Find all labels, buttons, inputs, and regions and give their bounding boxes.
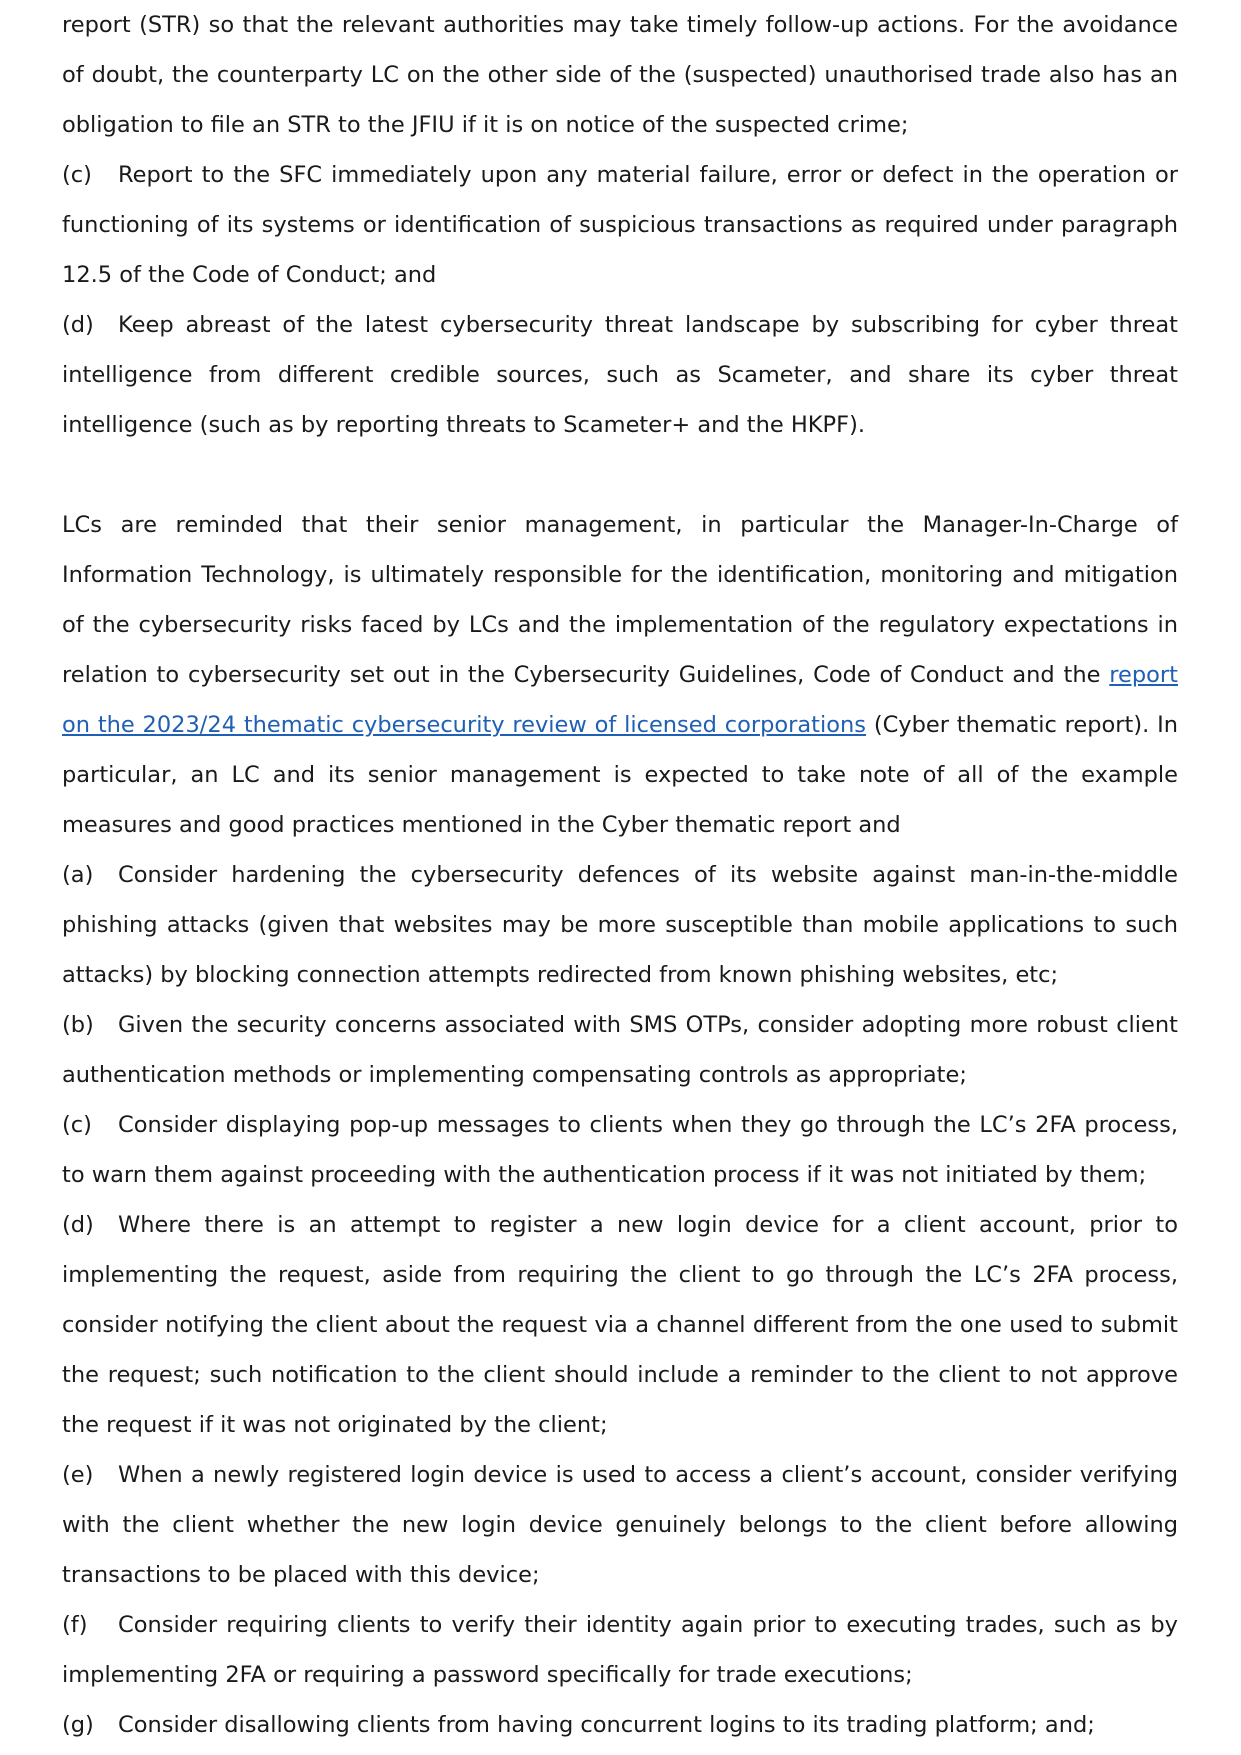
list-item (62, 1200, 1178, 1450)
item-text: Consider hardening the cybersecurity defences of its website against man-in-the-middle phishing attacks (given that websites may be more susceptible than mobile applications to such attacks) by blocking connection attempts redirected from known phishing websites, etc; (62, 862, 1178, 988)
reminder-paragraph (62, 500, 1178, 850)
item-text: Consider requiring clients to verify their identity again prior to executing trades, such as by implementing 2FA or requiring a password specifically for trade executions; (62, 1612, 1178, 1688)
item-text: Where there is an attempt to register a new login device for a client account, prior to implementing the request, aside from requiring the client to go through the LC’s 2FA process, consider notifying the client about the request via a channel different from the one used to submit the request; such notification to the client should include a reminder to the client to not approve the request if it was not originated by the client; (62, 1212, 1178, 1438)
list-item (62, 1100, 1178, 1200)
item-marker: (g) (62, 1712, 94, 1738)
item-marker: (d) (62, 312, 94, 338)
item-text: Consider displaying pop-up messages to clients when they go through the LC’s 2FA process, to warn them against proceeding with the authentication process if it was not initiated by them; (62, 1112, 1178, 1188)
thematic-report-link[interactable]: report on the 2023/24 thematic cybersecurity review of licensed corporations (62, 662, 1178, 738)
item-text: When a newly registered login device is used to access a client’s account, consider verifying with the client whether the new login device genuinely belongs to the client before allowing transactions to be placed with this device; (62, 1462, 1178, 1588)
item-text: Report to the SFC immediately upon any material failure, error or defect in the operation or functioning of its systems or identification of suspicious transactions as required under paragraph 12.5 of the Code of Conduct; and (62, 162, 1178, 288)
item-marker: (c) (62, 162, 92, 188)
item-text: Keep abreast of the latest cybersecurity threat landscape by subscribing for cyber threat intelligence from different credible sources, such as Scameter, and share its cyber threat intelligence (such as by reporting threats to Scameter+ and the HKPF). (62, 312, 1178, 438)
list-item (62, 1600, 1178, 1700)
item-marker: (b) (62, 1012, 94, 1038)
item-marker: (a) (62, 862, 94, 888)
item-marker: (d) (62, 1212, 94, 1238)
document-page (62, 0, 1178, 1750)
list-item (62, 850, 1178, 1000)
item-marker: (e) (62, 1462, 94, 1488)
list-item (62, 1700, 1178, 1750)
list-item (62, 150, 1178, 300)
list-item (62, 1000, 1178, 1100)
list-item (62, 1450, 1178, 1600)
reminder-text-before: LCs are reminded that their senior management, in particular the Manager-In-Charge of Information Technology, is ultimately responsible for the identification, monitoring and mitigation of the cybersecurity risks faced by LCs and the implementation of the regulatory expectations in relation to cybersecurity set out in the Cybersecurity Guidelines, Code of Conduct and the (62, 512, 1178, 688)
list-item (62, 300, 1178, 450)
item-text: Given the security concerns associated with SMS OTPs, consider adopting more robust client authentication methods or implementing compensating controls as appropriate; (62, 1012, 1178, 1088)
item-marker: (c) (62, 1112, 92, 1138)
reminder-text-after: (Cyber thematic report). In particular, an LC and its senior management is expected to take note of all of the example measures and good practices mentioned in the Cyber thematic report and (62, 712, 1179, 838)
item-marker: (f) (62, 1612, 88, 1638)
item-text: Consider disallowing clients from having concurrent logins to its trading platform; and; (118, 1712, 1095, 1738)
continuation-paragraph: report (STR) so that the relevant authorities may take timely follow-up actions. For the avoidance of doubt, the counterparty LC on the other side of the (suspected) unauthorised trade also has an obligation to file an STR to the JFIU if it is on notice of the suspected crime; (62, 12, 1178, 138)
